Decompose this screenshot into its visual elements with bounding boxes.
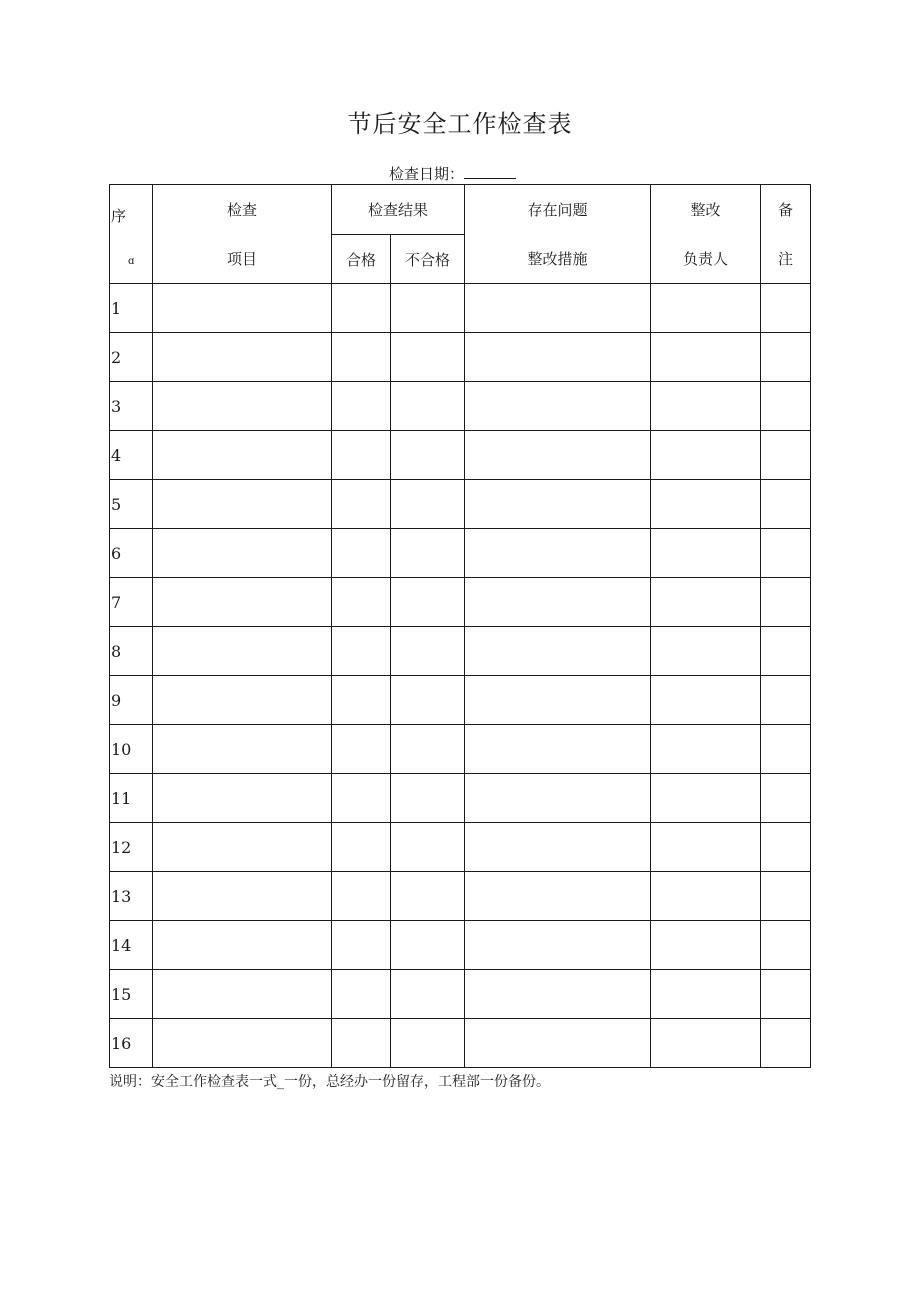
table-row [110,872,811,921]
table-row [110,676,811,725]
cell-remark[interactable] [761,431,811,480]
cell-item[interactable] [153,1019,332,1068]
header-item [153,185,332,284]
cell-fail[interactable] [391,382,465,431]
row-number: 12 [110,823,153,872]
cell-item[interactable] [153,431,332,480]
cell-pass[interactable] [332,1019,391,1068]
table-row [110,1019,811,1068]
header-issue-bottom: 整改措施 [527,249,588,268]
header-owner-bottom: 负责人 [683,249,729,268]
cell-owner[interactable] [651,823,761,872]
row-number: 16 [110,1019,153,1068]
table-row [110,480,811,529]
cell-pass[interactable] [332,480,391,529]
cell-fail[interactable] [391,872,465,921]
cell-remark[interactable] [761,823,811,872]
cell-fail[interactable] [391,970,465,1019]
row-number: 7 [110,578,153,627]
cell-owner[interactable] [651,529,761,578]
cell-remark[interactable] [761,921,811,970]
header-row-top [110,185,811,235]
inspection-date-blank[interactable] [464,164,516,179]
cell-owner[interactable] [651,627,761,676]
cell-remark[interactable] [761,480,811,529]
row-number: 1 [110,284,153,333]
cell-pass[interactable] [332,676,391,725]
cell-remark[interactable] [761,774,811,823]
cell-pass[interactable] [332,774,391,823]
cell-item[interactable] [153,725,332,774]
row-number: 15 [110,970,153,1019]
footnote: 说明：安全工作检查表一式_一份，总经办一份留存，工程部一份备份。 [109,1074,550,1090]
table-row [110,333,811,382]
header-seq-top: 序 [111,206,127,225]
cell-pass[interactable] [332,872,391,921]
cell-remark[interactable] [761,1019,811,1068]
row-number: 14 [110,921,153,970]
cell-pass[interactable] [332,921,391,970]
row-number: 4 [110,431,153,480]
cell-item[interactable] [153,480,332,529]
cell-pass[interactable] [332,431,391,480]
cell-pass[interactable] [332,823,391,872]
cell-pass[interactable] [332,529,391,578]
row-number: 9 [110,676,153,725]
cell-remark[interactable] [761,970,811,1019]
table-row [110,382,811,431]
cell-item[interactable] [153,578,332,627]
cell-fail[interactable] [391,921,465,970]
cell-pass[interactable] [332,578,391,627]
cell-fail[interactable] [391,676,465,725]
cell-issue[interactable] [465,382,651,431]
table-row [110,823,811,872]
cell-item[interactable] [153,921,332,970]
cell-owner[interactable] [651,970,761,1019]
row-number: 8 [110,627,153,676]
cell-remark[interactable] [761,725,811,774]
table-row [110,578,811,627]
table-row [110,774,811,823]
cell-issue[interactable] [465,627,651,676]
cell-remark[interactable] [761,382,811,431]
cell-fail[interactable] [391,480,465,529]
cell-remark[interactable] [761,627,811,676]
cell-issue[interactable] [465,480,651,529]
cell-item[interactable] [153,284,332,333]
cell-fail[interactable] [391,333,465,382]
cell-owner[interactable] [651,480,761,529]
cell-owner[interactable] [651,578,761,627]
cell-issue[interactable] [465,725,651,774]
page-title: 节后安全工作检查表 [347,110,573,138]
table-row [110,627,811,676]
header-remark-top: 备 [778,201,794,220]
cell-remark[interactable] [761,872,811,921]
cell-remark[interactable] [761,529,811,578]
cell-item[interactable] [153,774,332,823]
cell-owner[interactable] [651,1019,761,1068]
cell-remark[interactable] [761,284,811,333]
cell-issue[interactable] [465,333,651,382]
cell-issue[interactable] [465,1019,651,1068]
cell-owner[interactable] [651,921,761,970]
cell-item[interactable] [153,676,332,725]
cell-fail[interactable] [391,725,465,774]
cell-owner[interactable] [651,872,761,921]
inspection-date-line [389,163,516,184]
cell-pass[interactable] [332,284,391,333]
table-row [110,725,811,774]
cell-issue[interactable] [465,823,651,872]
cell-remark[interactable] [761,578,811,627]
header-result-group: 检查结果 [332,185,465,235]
row-number: 13 [110,872,153,921]
cell-owner[interactable] [651,676,761,725]
cell-fail[interactable] [391,627,465,676]
row-number: 10 [110,725,153,774]
cell-issue[interactable] [465,872,651,921]
cell-item[interactable] [153,382,332,431]
row-number: 5 [110,480,153,529]
cell-fail[interactable] [391,284,465,333]
cell-issue[interactable] [465,970,651,1019]
row-number: 11 [110,774,153,823]
cell-remark[interactable] [761,333,811,382]
cell-fail[interactable] [391,774,465,823]
cell-owner[interactable] [651,333,761,382]
cell-owner[interactable] [651,284,761,333]
cell-owner[interactable] [651,725,761,774]
cell-fail[interactable] [391,578,465,627]
cell-item[interactable] [153,627,332,676]
cell-issue[interactable] [465,774,651,823]
cell-fail[interactable] [391,1019,465,1068]
cell-issue[interactable] [465,578,651,627]
cell-remark[interactable] [761,676,811,725]
header-seq [110,185,153,284]
table-row [110,970,811,1019]
header-remark [761,185,811,284]
header-remark-bottom: 注 [778,249,794,268]
cell-item[interactable] [153,529,332,578]
cell-pass[interactable] [332,382,391,431]
header-issue [465,185,651,284]
cell-item[interactable] [153,970,332,1019]
header-owner [651,185,761,284]
cell-issue[interactable] [465,921,651,970]
cell-item[interactable] [153,872,332,921]
cell-issue[interactable] [465,676,651,725]
cell-owner[interactable] [651,774,761,823]
cell-fail[interactable] [391,529,465,578]
cell-issue[interactable] [465,431,651,480]
header-seq-bottom: ɑ [128,256,135,268]
cell-owner[interactable] [651,431,761,480]
cell-owner[interactable] [651,382,761,431]
header-item-top: 检查 [226,201,257,220]
table-row [110,284,811,333]
header-result-pass: 合格 [332,235,391,284]
row-number: 2 [110,333,153,382]
inspection-table [109,184,811,1068]
cell-item[interactable] [153,333,332,382]
row-number: 3 [110,382,153,431]
cell-issue[interactable] [465,529,651,578]
header-owner-top: 整改 [690,201,721,220]
table-row [110,529,811,578]
table-row [110,431,811,480]
cell-issue[interactable] [465,284,651,333]
cell-pass[interactable] [332,333,391,382]
row-number: 6 [110,529,153,578]
cell-pass[interactable] [332,970,391,1019]
header-result-fail: 不合格 [391,235,465,284]
cell-item[interactable] [153,823,332,872]
cell-fail[interactable] [391,823,465,872]
cell-pass[interactable] [332,725,391,774]
inspection-date-label: 检查日期： [389,165,465,183]
table-row [110,921,811,970]
cell-pass[interactable] [332,627,391,676]
cell-fail[interactable] [391,431,465,480]
header-item-bottom: 项目 [226,249,257,268]
header-issue-top: 存在问题 [527,201,588,220]
